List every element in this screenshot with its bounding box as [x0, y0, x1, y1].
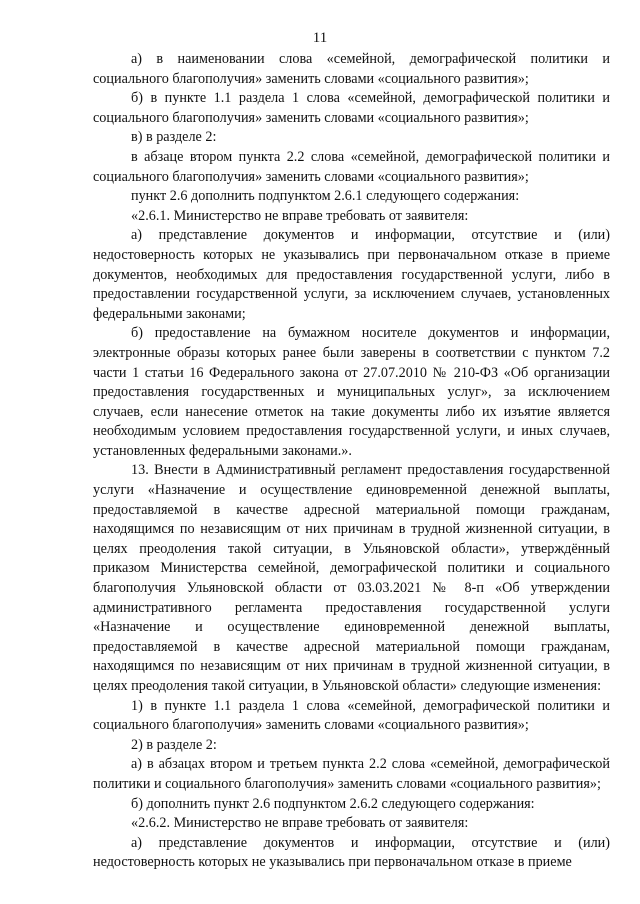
paragraph: в) в разделе 2: — [131, 129, 217, 146]
paragraph: б) в пункте 1.1 раздела 1 слова «семейной, демографической политики и социального благополучия» заменить словами «социального развития»; — [93, 90, 610, 126]
paragraph: а) представление документов и информации, отсутствие и (или) недостоверность которых не указывались при первоначальном отказе в приеме документов, необходимых для предоставления государственной услуги, либо в предоставлении государственной услуги, за исключением случаев, установленных федеральными законами; — [93, 227, 610, 322]
paragraph: 2) в разделе 2: — [131, 736, 217, 753]
paragraph: «2.6.1. Министерство не вправе требовать от заявителя: — [131, 207, 469, 224]
paragraph: 1) в пункте 1.1 раздела 1 слова «семейной, демографической политики и социального благополучия» заменить словами «социального развития»; — [93, 697, 610, 734]
document-body — [93, 50, 610, 873]
paragraph: в абзаце втором пункта 2.2 слова «семейной, демографической политики и социального благополучия» заменить словами «социального развития»; — [93, 148, 610, 185]
paragraph: а) представление документов и информации, отсутствие и (или) недостоверность которых не указывались при первоначальном отказе в приеме — [93, 834, 610, 871]
paragraph: а) в абзацах втором и третьем пункта 2.2 слова «семейной, демографической политики и социального благополучия» заменить словами «социального развития»; — [93, 756, 610, 792]
paragraph: пункт 2.6 дополнить подпунктом 2.6.1 следующего содержания: — [131, 188, 520, 205]
paragraph: б) предоставление на бумажном носителе документов и информации, электронные образы которых ранее были заверены в соответствии с пунктом 7.2 части 1 статьи 16 Федерального закона от 27.07.2010 № 210-ФЗ «Об организации предоставления государственных и муниципальных услуг», за исключением случаев, если нанесение отметок на такие документы либо их изъятие является необходимым условием предоставления государственной услуги, и иных случаев, установленных федеральными законами.». — [93, 325, 610, 459]
paragraph: а) в наименовании слова «семейной, демографической политики и социального благополучия» заменить словами «социального развития»; — [93, 51, 610, 87]
paragraph: 13. Внести в Административный регламент предоставления государственной услуги «Назначение и осуществление единовременной денежной выплаты, предоставляемой в качестве адресной материальной помощи гражданам, находящимся по независящим от них причинам в трудной жизненной ситуации, в целях преодоления такой ситуации, в Ульяновской области», утверждённый приказом Министерства семейной, демографической политики и социального благополучия Ульяновской области от 03.03.2021 № 8-п «Об утверждении административного регламента предоставления государственной услуги «Назначение и осуществление единовременной денежной выплаты, предоставляемой в качестве адресной материальной помощи гражданам, находящимся по независящим от них причинам в трудной жизненной ситуации, в целях преодоления такой ситуации, в Ульяновской области» следующие изменения: — [93, 462, 610, 694]
page-number: 11 — [312, 30, 328, 46]
paragraph: «2.6.2. Министерство не вправе требовать от заявителя: — [131, 815, 469, 832]
paragraph: б) дополнить пункт 2.6 подпунктом 2.6.2 следующего содержания: — [131, 795, 535, 812]
